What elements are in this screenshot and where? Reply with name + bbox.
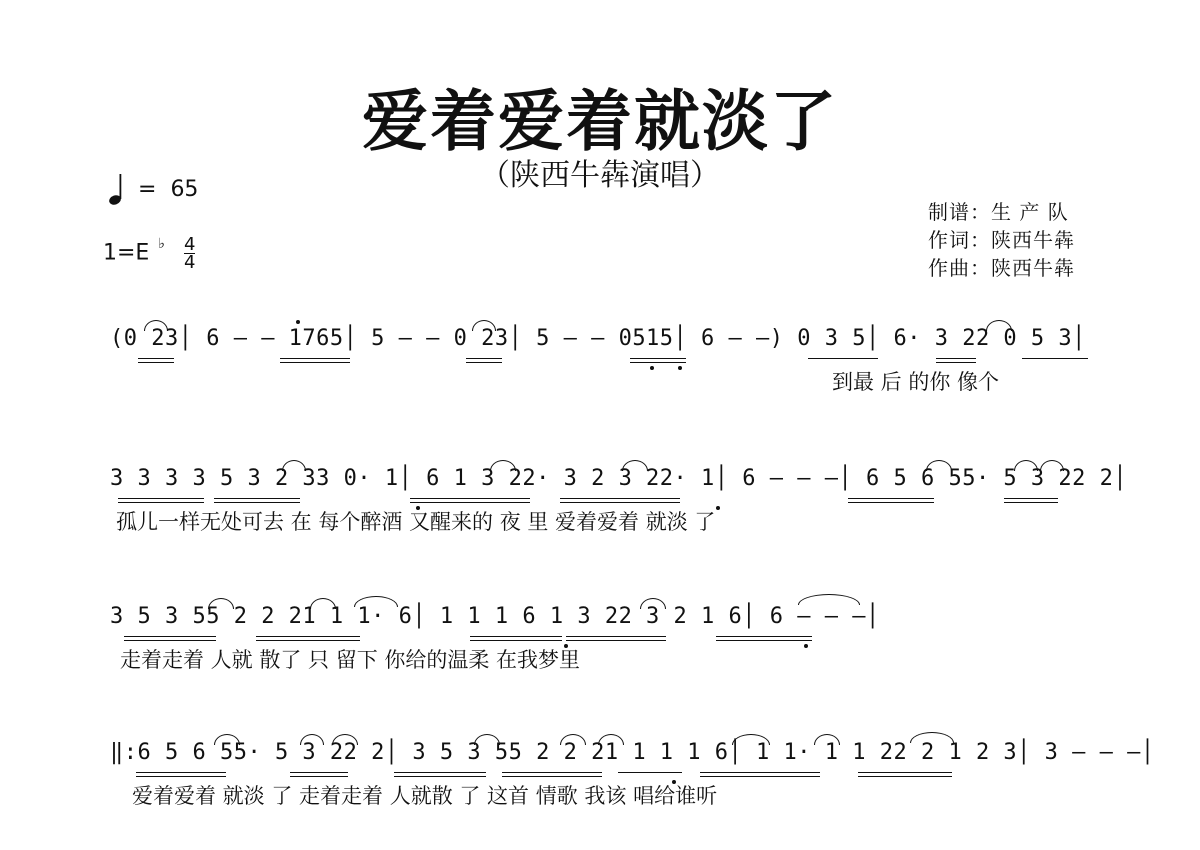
score-line-3 <box>110 604 1100 672</box>
tie-arc <box>332 734 358 745</box>
octave-dot <box>564 644 568 648</box>
underline <box>560 498 680 499</box>
tie-arc <box>310 598 336 609</box>
tie-arc <box>144 320 168 331</box>
tie-arc <box>1014 460 1038 471</box>
underline <box>466 362 502 363</box>
tempo-equals: = <box>138 176 157 202</box>
underline <box>214 498 300 499</box>
octave-dot <box>678 366 682 370</box>
tie-arc <box>814 734 840 745</box>
lyrics: 走着走着 人就 散了 只 留下 你给的温柔 在我梦里 <box>120 648 581 672</box>
underline <box>410 498 530 499</box>
underline <box>560 502 680 503</box>
tie-arc <box>798 594 860 605</box>
underline <box>700 772 820 773</box>
tie-arc <box>300 734 324 745</box>
underline <box>256 640 360 641</box>
underline <box>290 776 348 777</box>
underline <box>1004 502 1058 503</box>
underline <box>280 358 350 359</box>
credit-arranger: 制谱：生 产 队 <box>928 200 1069 224</box>
tie-arc <box>472 320 496 331</box>
underline <box>136 772 226 773</box>
song-subtitle: （陕西牛犇演唱） <box>480 158 720 193</box>
underline <box>848 502 934 503</box>
underline <box>936 358 976 359</box>
quarter-note-icon <box>108 172 124 206</box>
tie-arc <box>640 598 666 609</box>
meter-bottom: 4 <box>183 252 196 273</box>
underline <box>290 772 348 773</box>
underline <box>214 502 300 503</box>
octave-dot <box>716 506 720 510</box>
underline <box>118 502 204 503</box>
score-line-1 <box>110 326 1100 394</box>
octave-dot <box>416 506 420 510</box>
underline <box>136 776 226 777</box>
key-label: 1=E <box>103 240 150 266</box>
tie-arc <box>282 460 306 471</box>
tie-arc <box>560 734 586 745</box>
underline <box>280 362 350 363</box>
tie-arc <box>732 734 770 745</box>
tie-arc <box>926 460 952 471</box>
notes: ‖:6 5 6 55· 5 3 22 2│ 3 5 3 55 2 2 21 1 1 1 6│ 1 1· 1 1 22 2 1 2 3│ 3 — — —│ <box>110 740 1155 765</box>
underline <box>394 776 486 777</box>
tie-arc <box>910 732 954 743</box>
underline <box>466 358 502 359</box>
underline <box>410 502 530 503</box>
underline <box>808 358 878 359</box>
octave-dot <box>296 320 300 324</box>
tie-arc <box>1040 460 1064 471</box>
underline <box>936 362 976 363</box>
tie-arc <box>598 734 624 745</box>
underline <box>716 636 812 637</box>
underline <box>618 772 682 773</box>
score-line-2 <box>110 466 1128 534</box>
score-line-4 <box>110 740 1155 808</box>
credit-composer: 作曲：陕西牛犇 <box>928 256 1075 280</box>
tie-arc <box>622 460 648 471</box>
lyrics: 孤儿一样无处可去 在 每个醉酒 又醒来的 夜 里 爱着爱着 就淡 了 <box>116 510 716 534</box>
lyrics: 到最 后 的你 像个 <box>832 370 1000 394</box>
underline <box>138 358 174 359</box>
octave-dot <box>804 644 808 648</box>
credits <box>928 198 1075 282</box>
underline <box>256 636 360 637</box>
octave-dot <box>650 366 654 370</box>
underline <box>124 640 216 641</box>
underline <box>138 362 174 363</box>
notes: 3 5 3 55 2 2 21 1 1· 6│ 1 1 1 6 1 3 22 3 2 1 6│ 6 — — —│ <box>110 604 880 629</box>
underline <box>502 772 602 773</box>
meter-top: 4 <box>183 234 196 255</box>
tie-arc <box>474 734 500 745</box>
notes: (0 23│ 6 — — 1765│ 5 — — 0 23│ 5 — — 0515│ 6 — —) 0 3 5│ 6· 3 22 0 5 3│ <box>110 326 1086 351</box>
underline <box>1022 358 1088 359</box>
underline <box>848 498 934 499</box>
tie-arc <box>490 460 516 471</box>
underline <box>858 772 952 773</box>
flat-icon: ♭ <box>158 235 165 252</box>
song-title: 爱着爱着就淡了 <box>362 83 838 160</box>
underline <box>566 640 666 641</box>
key-signature <box>103 236 195 271</box>
underline <box>630 362 686 363</box>
underline <box>716 640 812 641</box>
underline <box>858 776 952 777</box>
tie-arc <box>354 596 398 607</box>
underline <box>118 498 204 499</box>
tempo-value: 65 <box>170 176 199 202</box>
underline <box>124 636 216 637</box>
underline <box>470 636 562 637</box>
underline <box>1004 498 1058 499</box>
underline <box>470 640 562 641</box>
tempo-marking <box>108 172 198 206</box>
underline <box>630 358 686 359</box>
octave-dot <box>672 780 676 784</box>
tie-arc <box>986 320 1012 331</box>
notes: 3 3 3 3 5 3 2 33 0· 1│ 6 1 3 22· 3 2 3 22· 1│ 6 — — —│ 6 5 6 55· 5 3 22 2│ <box>110 466 1128 491</box>
underline <box>394 772 486 773</box>
underline <box>502 776 602 777</box>
credit-lyricist: 作词：陕西牛犇 <box>928 228 1075 252</box>
tie-arc <box>208 598 234 609</box>
time-signature <box>184 236 195 271</box>
underline <box>700 776 820 777</box>
lyrics: 爱着爱着 就淡 了 走着走着 人就散 了 这首 情歌 我该 唱给谁听 <box>132 784 718 808</box>
underline <box>566 636 666 637</box>
tie-arc <box>214 734 240 745</box>
